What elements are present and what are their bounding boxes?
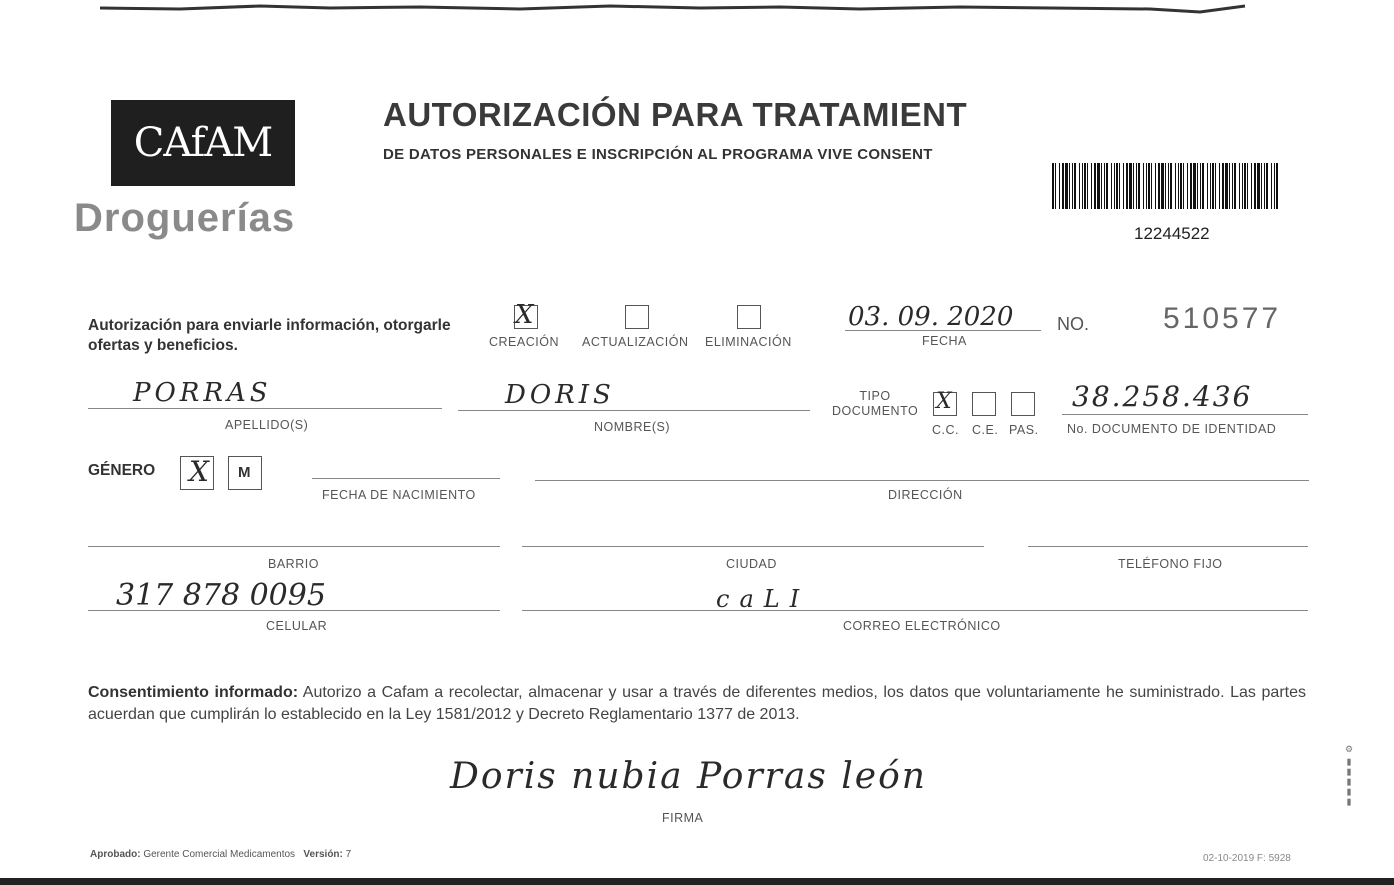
gender-f-mark: X [189,455,209,488]
barcode-bar [1257,163,1260,209]
cc-checkbox[interactable] [933,389,957,416]
ciudad-label: CIUDAD [726,557,777,571]
correo-value[interactable]: caLI [716,585,810,613]
barcode-bar [1276,163,1278,209]
barcode-bar [1069,163,1070,209]
barcode-bar [1119,163,1120,209]
ciudad-line[interactable] [522,546,984,547]
barcode-bar [1072,163,1073,209]
barcode-bar [1175,163,1176,209]
consent-text [88,682,1306,726]
barrio-label: BARRIO [268,557,319,571]
creacion-label: CREACIÓN [489,335,559,349]
barcode-number: 12244522 [1134,224,1210,243]
barcode-bar [1065,163,1068,209]
check-mark: X [515,300,534,330]
barcode-bar [1097,163,1100,209]
consent-bold: Consentimiento informado: [88,684,299,701]
check-mark: X [936,389,952,414]
apellidos-value[interactable]: PORRAS [133,378,272,408]
barcode-bar [1274,163,1275,209]
gender-f-checkbox[interactable] [180,456,214,490]
barcode-bar [1123,163,1124,209]
barcode-bar [1079,163,1080,209]
logo-subtitle: Droguerías [74,196,296,240]
barcode-bar [1129,163,1132,209]
barcode-bar [1242,163,1243,209]
celular-value[interactable]: 317 878 0095 [116,578,326,613]
barcode-bar [1210,163,1211,209]
barcode-bar [1084,163,1086,209]
barcode-bar [1271,163,1272,209]
apellidos-label: APELLIDO(S) [225,418,309,432]
barcode-bar [1178,163,1179,209]
barcode-bar [1165,163,1166,209]
barcode-bar [1212,163,1214,209]
direccion-label: DIRECCIÓN [888,488,963,502]
barcode-bar [1207,163,1208,209]
barcode-bar [1264,163,1265,209]
doc-number-label: No. DOCUMENTO DE IDENTIDAD [1067,422,1277,436]
fecha-label: FECHA [922,334,967,348]
barcode-bar [1261,163,1262,209]
aprobado-label: Aprobado: [90,849,141,860]
barcode-bar [1197,163,1198,209]
actualizacion-checkbox[interactable] [625,305,649,329]
barcode-bar [1062,163,1064,209]
ce-label: C.E. [972,423,999,437]
eliminacion-checkbox[interactable] [737,305,761,329]
tipo-documento-label: TIPO DOCUMENTO [832,389,919,418]
ce-checkbox[interactable] [972,392,996,416]
footer-code: 02-10-2019 F: 5928 [1203,853,1291,864]
barcode-bar [1219,163,1220,209]
barcode-bar [1200,163,1201,209]
barcode-bar [1168,163,1169,209]
barcode-bar [1074,163,1076,209]
pas-label: PAS. [1009,423,1039,437]
direccion-line[interactable] [535,480,1309,481]
barcode-bar [1148,163,1150,209]
fecha-value[interactable]: 03. 09. 2020 [848,302,1014,332]
side-printer-mark: ⚙ ▮▮▮▮▮ [1345,745,1355,808]
barcode-bar [1151,163,1152,209]
barcode [1052,163,1280,209]
barcode-bar [1091,163,1092,209]
form-subtitle: DE DATOS PERSONALES E INSCRIPCIÓN AL PROGRAMA VIVE CONSENT [383,146,933,163]
doc-number-line [1062,414,1308,415]
barrio-line[interactable] [88,546,500,547]
form-title: AUTORIZACIÓN PARA TRATAMIENT [383,96,968,133]
barcode-bar [1266,163,1268,209]
celular-label: CELULAR [266,619,328,633]
telefono-label: TELÉFONO FIJO [1118,557,1223,571]
correo-label: CORREO ELECTRÓNICO [843,619,1001,633]
barcode-bar [1143,163,1144,209]
nombres-label: NOMBRE(S) [594,420,671,434]
barcode-bar [1254,163,1256,209]
barcode-bar [1244,163,1246,209]
celular-line [88,610,500,611]
barcode-bar [1104,163,1105,209]
barcode-bar [1190,163,1192,209]
barcode-bar [1146,163,1147,209]
no-label: NO. [1057,314,1090,334]
barcode-bar [1232,163,1233,209]
creacion-checkbox[interactable] [514,300,538,330]
barcode-bar [1229,163,1230,209]
consent-body: Autorizo a Cafam a recolectar, almacenar y usar a través de diferentes medios, los datos que voluntariamente he suministrado. Las partes acuerdan que cumplirán lo establecido en la Ley 1581/2012 y Decreto Reglamentario 1377 de 2013. [88,684,1306,723]
nombres-value[interactable]: DORIS [505,380,615,410]
barcode-bar [1215,163,1216,209]
barcode-bar [1052,163,1054,209]
barcode-bar [1094,163,1096,209]
cafam-logo: CAfAM [111,100,295,186]
barcode-bar [1126,163,1128,209]
barcode-bar [1225,163,1228,209]
genero-label: GÉNERO [88,462,156,479]
version-value: 7 [345,849,352,860]
barcode-bar [1101,163,1102,209]
footer-approval [90,849,351,860]
barcode-bar [1106,163,1108,209]
barcode-bar [1138,163,1140,209]
barcode-bar [1155,163,1156,209]
barcode-bar [1087,163,1088,209]
fecha-line [845,330,1041,331]
barcode-bar [1059,163,1060,209]
aprobado-value: Gerente Comercial Medicamentos [143,849,296,860]
barcode-bar [1116,163,1118,209]
scan-bottom-edge [0,878,1394,885]
fecha-nacimiento-label: FECHA DE NACIMIENTO [322,488,476,502]
barcode-bar [1055,163,1056,209]
barcode-bar [1234,163,1236,209]
barcode-bar [1158,163,1160,209]
barcode-bar [1222,163,1224,209]
signature[interactable]: Doris nubia Porras león [450,756,927,797]
fecha-nacimiento-line[interactable] [312,478,500,479]
actualizacion-label: ACTUALIZACIÓN [582,335,689,349]
barcode-bar [1239,163,1240,209]
barcode-bar [1187,163,1188,209]
barcode-bar [1183,163,1184,209]
nombres-line [458,410,810,411]
firma-label: FIRMA [662,811,704,825]
barcode-bar [1180,163,1182,209]
barcode-bar [1082,163,1083,209]
gender-m-checkbox[interactable] [228,456,262,490]
barcode-bar [1170,163,1172,209]
barcode-bar [1114,163,1115,209]
scan-top-edge [0,0,1394,14]
doc-number-value[interactable]: 38.258.436 [1072,380,1253,413]
barcode-bar [1202,163,1204,209]
barcode-bar [1193,163,1196,209]
barcode-bar [1133,163,1134,209]
correo-line [522,610,1308,611]
version-label: Versión: [303,849,343,860]
authorization-text: Autorización para enviarle información, otorgarle ofertas y beneficios. [88,317,451,354]
gender-m-mark: M [238,464,251,481]
cc-label: C.C. [932,423,959,437]
barcode-bar [1161,163,1164,209]
form-number: 510577 [1163,302,1282,335]
barcode-bar [1251,163,1252,209]
barcode-bar [1247,163,1248,209]
apellidos-line [88,408,442,409]
barcode-bar [1136,163,1137,209]
telefono-line[interactable] [1028,546,1308,547]
barcode-bar [1111,163,1112,209]
pas-checkbox[interactable] [1011,392,1035,416]
eliminacion-label: ELIMINACIÓN [705,335,792,349]
